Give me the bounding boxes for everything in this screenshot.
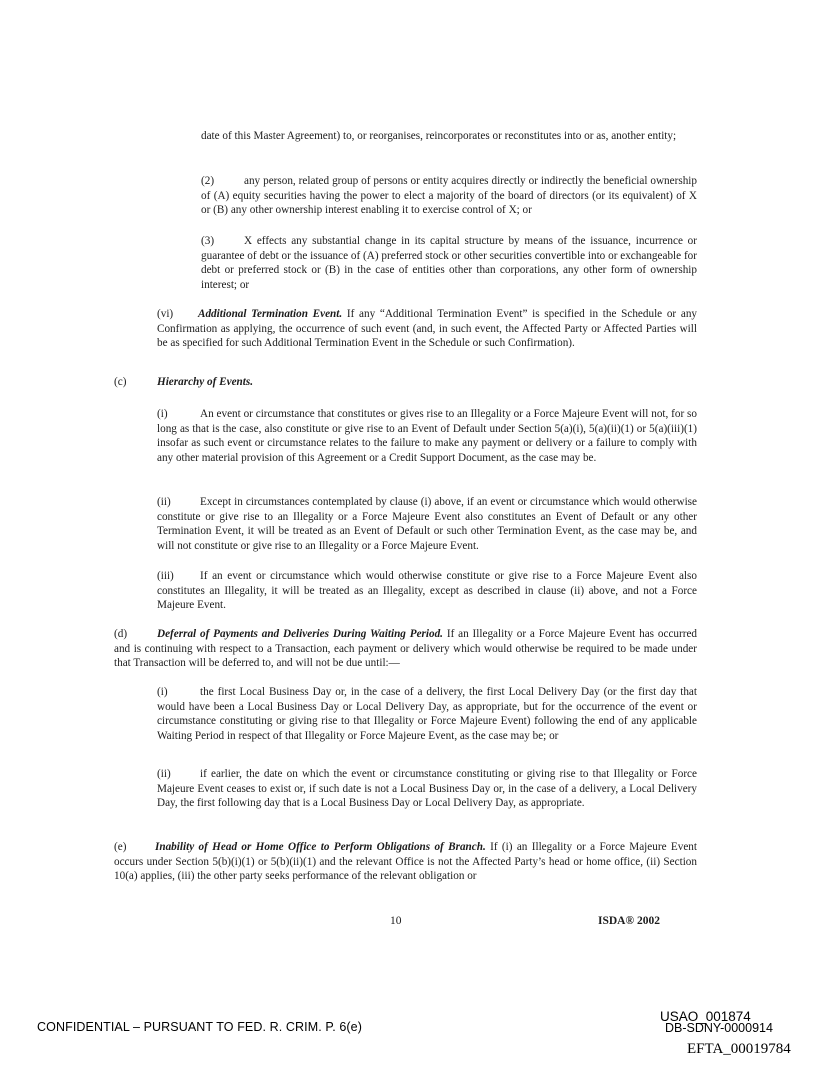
paragraph-d-i: (i) the first Local Business Day or, in the case of a delivery, the first Local Delivery Day (or the first day that would have been a Local Business Day or Local Delivery Day, as appropriate, but for the occurrence of the event or circumstance constituting or giving rise to that Illegality or Force Majeure Event) following the end of any applicable Waiting Period in respect of that Illegality or Force Majeure Event, as the case may be; or [157, 686, 697, 742]
clause-number: (d) [114, 628, 128, 640]
clause-number: (ii) [157, 496, 171, 508]
section-heading: Hierarchy of Events. [157, 376, 254, 388]
section-e-inability: (e) Inability of Head or Home Office to Perform Obligations of Branch. If (i) an Illegality or a Force Majeure Event occurs under Section 5(b)(i)(1) or 5(b)(ii)(1) and the relevant Office is not the Affected Party’s head or home office, (ii) Section 10(a) applies, (iii) the other party seeks performance of the relevant obligation or [114, 841, 697, 883]
paragraph-vi-additional-termination-event: (vi) Additional Termination Event. If any “Additional Termination Event” is specified in the Schedule or any Confirmation as applying, the occurrence of such event (and, in such event, the Affected Party or Affected Parties will be as specified for such Additional Termination Event in the Schedule or such Confirmation). [157, 308, 698, 350]
paragraph-c-iii: (iii) If an event or circumstance which would otherwise constitute or give rise to a Force Majeure Event also constitutes an Illegality, it will be treated as an Illegality, except as described in clause (ii) above, and not a Force Majeure Event. [157, 570, 697, 612]
clause-number: (e) [114, 841, 127, 853]
bates-efta: EFTA_00019784 [687, 1041, 791, 1057]
paragraph-d-ii: (ii) if earlier, the date on which the event or circumstance constituting or giving rise to that Illegality or Force Majeure Event ceases to exist or, if such date is not a Local Business Day or, in the case of a delivery, a Local Delivery Day, the first following day that is a Local Business Day or Local Delivery Day, as appropriate. [157, 768, 697, 810]
clause-number: (ii) [157, 768, 171, 780]
clause-number: (iii) [157, 570, 174, 582]
clause-number: (c) [114, 376, 127, 388]
bates-usao: USAO_001874 [660, 1009, 751, 1024]
clause-number: (vi) [157, 308, 174, 320]
isda-footer-mark: ISDA® 2002 [598, 915, 660, 927]
clause-number: (i) [157, 686, 168, 698]
page-number: 10 [390, 915, 402, 927]
section-d-deferral: (d) Deferral of Payments and Deliveries During Waiting Period. If an Illegality or a Force Majeure Event has occurred and is continuing with respect to a Transaction, each payment or delivery which would otherwise be required to be made under that Transaction will be deferred to, and will not be due until:— [114, 628, 698, 670]
bates-db-sdny: DB-SDNY-0000914 [665, 1021, 773, 1035]
paragraph-clause-2: (2) any person, related group of persons or entity acquires directly or indirectly the beneficial ownership of (A) equity securities having the power to elect a majority of the board of directors (or its equivalent) of X or (B) any other ownership interest enabling it to exercise control of X; or [201, 175, 697, 217]
section-heading: Deferral of Payments and Deliveries During Waiting Period. [157, 628, 443, 640]
clause-number: (2) [201, 175, 215, 187]
section-c-heading [114, 375, 697, 390]
section-heading: Inability of Head or Home Office to Perform Obligations of Branch. [155, 841, 486, 853]
paragraph-c-ii: (ii) Except in circumstances contemplated by clause (i) above, if an event or circumstance which would otherwise constitute or give rise to an Illegality or a Force Majeure Event also constitutes an Event of Default or any other Termination Event, it will be treated as an Event of Default or such other Termination Event, as the case may be, and will not constitute or give rise to an Illegality or a Force Majeure Event. [157, 496, 697, 552]
clause-number: (3) [201, 235, 215, 247]
paragraph-c-i: (i) An event or circumstance that constitutes or gives rise to an Illegality or a Force Majeure Event will not, for so long as that is the case, also constitute or give rise to an Event of Default under Section 5(a)(i), 5(a)(ii)(1) or 5(a)(iii)(1) insofar as such event or circumstance relates to the failure to make any payment or delivery or a failure to comply with any other material provision of this Agreement or a Credit Support Document, as the case may be. [157, 408, 697, 464]
paragraph-entity-continuation: date of this Master Agreement) to, or reorganises, reincorporates or reconstitutes into or as, another entity; [201, 130, 677, 142]
section-heading: Additional Termination Event. [198, 308, 343, 320]
clause-number: (i) [157, 408, 168, 420]
paragraph-clause-3: (3) X effects any substantial change in its capital structure by means of the issuance, incurrence or guarantee of debt or the issuance of (A) preferred stock or other securities convertible into or exchangeable for debt or preferred stock or (B) in the case of entities other than corporations, any other form of ownership interest; or [201, 235, 697, 291]
confidential-notice: CONFIDENTIAL – PURSUANT TO FED. R. CRIM. P. 6(e) [37, 1020, 362, 1034]
